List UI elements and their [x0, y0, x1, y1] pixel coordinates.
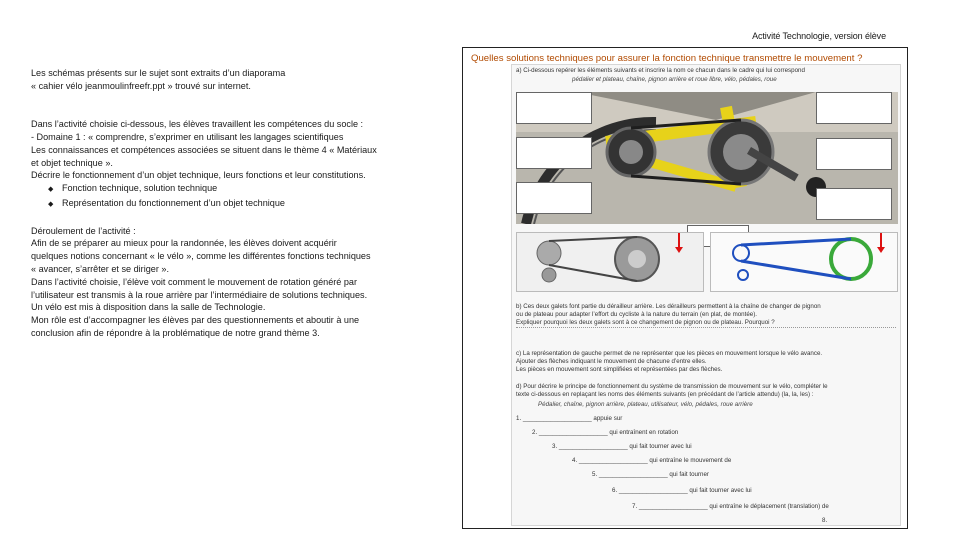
worksheet-frame	[462, 47, 908, 529]
diamond-bullet-icon: ◆	[48, 200, 54, 208]
mechanism-images	[516, 232, 898, 292]
fill-in-8[interactable]: 8.	[822, 517, 828, 524]
label-box[interactable]	[516, 137, 592, 169]
activity-header: Activité Technologie, version élève	[752, 31, 886, 41]
bullet-item	[31, 197, 416, 212]
procedure-line: Déroulement de l’activité :	[31, 225, 136, 236]
diamond-bullet-icon: ◆	[48, 186, 54, 194]
label-box[interactable]	[816, 188, 892, 220]
answer-line[interactable]	[516, 327, 896, 328]
question-b: b) Ces deux galets font partie du dérailleur arrière. Les dérailleurs permettent à la chaîne de changer de pignon	[516, 303, 821, 310]
question-b: Expliquer pourquoi les deux galets sont à ce changement de pignon ou de plateau. Pourquoi ?	[516, 319, 775, 326]
transmission-schema	[710, 232, 898, 292]
label-box[interactable]	[516, 92, 592, 124]
fill-in-1[interactable]: 1. ____________________ appuie sur	[516, 415, 623, 422]
intro-line: « cahier vélo jeanmoulinfreefr.ppt » trouvé sur internet.	[31, 80, 251, 91]
skills-line: - Domaine 1 : « comprendre, s’exprimer en utilisant les langages scientifiques	[31, 131, 344, 142]
procedure-line: quelques notions concernant « le vélo », comme les différentes fonctions techniques	[31, 251, 371, 262]
fill-in-5[interactable]: 5. ____________________ qui fait tourner	[592, 471, 709, 478]
question-d: texte ci-dessous en replaçant les noms des éléments suivants (en précédant de l’article attendu) (la, la, les) :	[516, 391, 814, 398]
label-box[interactable]	[516, 182, 592, 214]
chain-schema-illustration	[711, 233, 899, 293]
fill-in-6[interactable]: 6. ____________________ qui fait tourner avec lui	[612, 487, 752, 494]
intro-text	[31, 67, 416, 340]
skills-line: Dans l’activité choisie ci-dessous, les élèves travaillent les compétences du socle :	[31, 119, 364, 130]
fill-in-4[interactable]: 4. ____________________ qui entraîne le mouvement de	[572, 457, 732, 464]
fill-in-3[interactable]: 3. ____________________ qui fait tourner avec lui	[552, 443, 692, 450]
procedure-line: Afin de se préparer au mieux pour la randonnée, les élèves doivent acquérir	[31, 238, 337, 249]
terms-list-d: Pédalier, chaîne, pignon arrière, plateau, utilisateur, vélo, pédales, roue arrière	[538, 401, 753, 408]
bullet-text: Représentation du fonctionnement d’un objet technique	[62, 197, 285, 208]
question-a: a) Ci-dessous repérer les éléments suivants et inscrire la nom ce chacun dans le cadre qui lui correspond	[516, 67, 805, 74]
bike-photo	[516, 92, 898, 224]
procedure-line: Mon rôle est d’accompagner les élèves par des questionnements et aboutir à une	[31, 315, 360, 326]
question-b: ou de plateau pour adapter l’effort du cycliste à la nature du terrain (en plat, de montée).	[516, 311, 758, 318]
procedure-line: « avancer, s’arrêter et se diriger ».	[31, 263, 169, 274]
intro-line: Les schémas présents sur le sujet sont extraits d’un diaporama	[31, 68, 286, 78]
bullet-text: Fonction technique, solution technique	[62, 183, 218, 194]
question-c: Les pièces en mouvement sont simplifiées et représentées par des flèches.	[516, 366, 723, 373]
procedure-line: conclusion afin de répondre à la problématique de notre grand thème 3.	[31, 327, 320, 338]
fill-in-7[interactable]: 7. ____________________ qui entraîne le déplacement (translation) de	[632, 503, 829, 510]
fill-in-2[interactable]: 2. ____________________ qui entraînent en rotation	[532, 429, 679, 436]
skills-line: Les connaissances et compétences associées se situent dans le thème 4 « Matériaux	[31, 144, 377, 155]
bullet-item	[31, 182, 416, 197]
label-box[interactable]	[816, 138, 892, 170]
worksheet-scan	[511, 64, 901, 526]
question-c: c) La représentation de gauche permet de ne représenter que les pièces en mouvement lorsque le vélo avance.	[516, 350, 823, 357]
question-c: Ajouter des flèches indiquant le mouvement de chacune d’entre elles.	[516, 358, 707, 365]
skills-line: Décrire le fonctionnement d’un objet technique, leurs fonctions et leur constitutions.	[31, 170, 366, 181]
procedure-line: Un vélo est mis à disposition dans la salle de Technologie.	[31, 302, 266, 313]
question-title: Quelles solutions techniques pour assurer la fonction technique transmettre le mouvement ?	[471, 53, 863, 64]
derailleur-illustration	[517, 233, 705, 293]
skills-line: et objet technique ».	[31, 157, 113, 168]
label-box[interactable]	[816, 92, 892, 124]
terms-list-a: pédalier et plateau, chaîne, pignon arrière et roue libre, vélo, pédales, roue	[572, 76, 777, 83]
procedure-line: Dans l’activité choisie, l’élève voit comment le mouvement de rotation généré par	[31, 276, 358, 287]
procedure-line: l’utilisateur est transmis à la roue arrière par l’intermédiaire de solutions techniques.	[31, 289, 368, 300]
derailleur-photo	[516, 232, 704, 292]
question-d: d) Pour décrire le principe de fonctionnement du système de transmission de mouvement sur le vélo, compléter le	[516, 383, 828, 390]
